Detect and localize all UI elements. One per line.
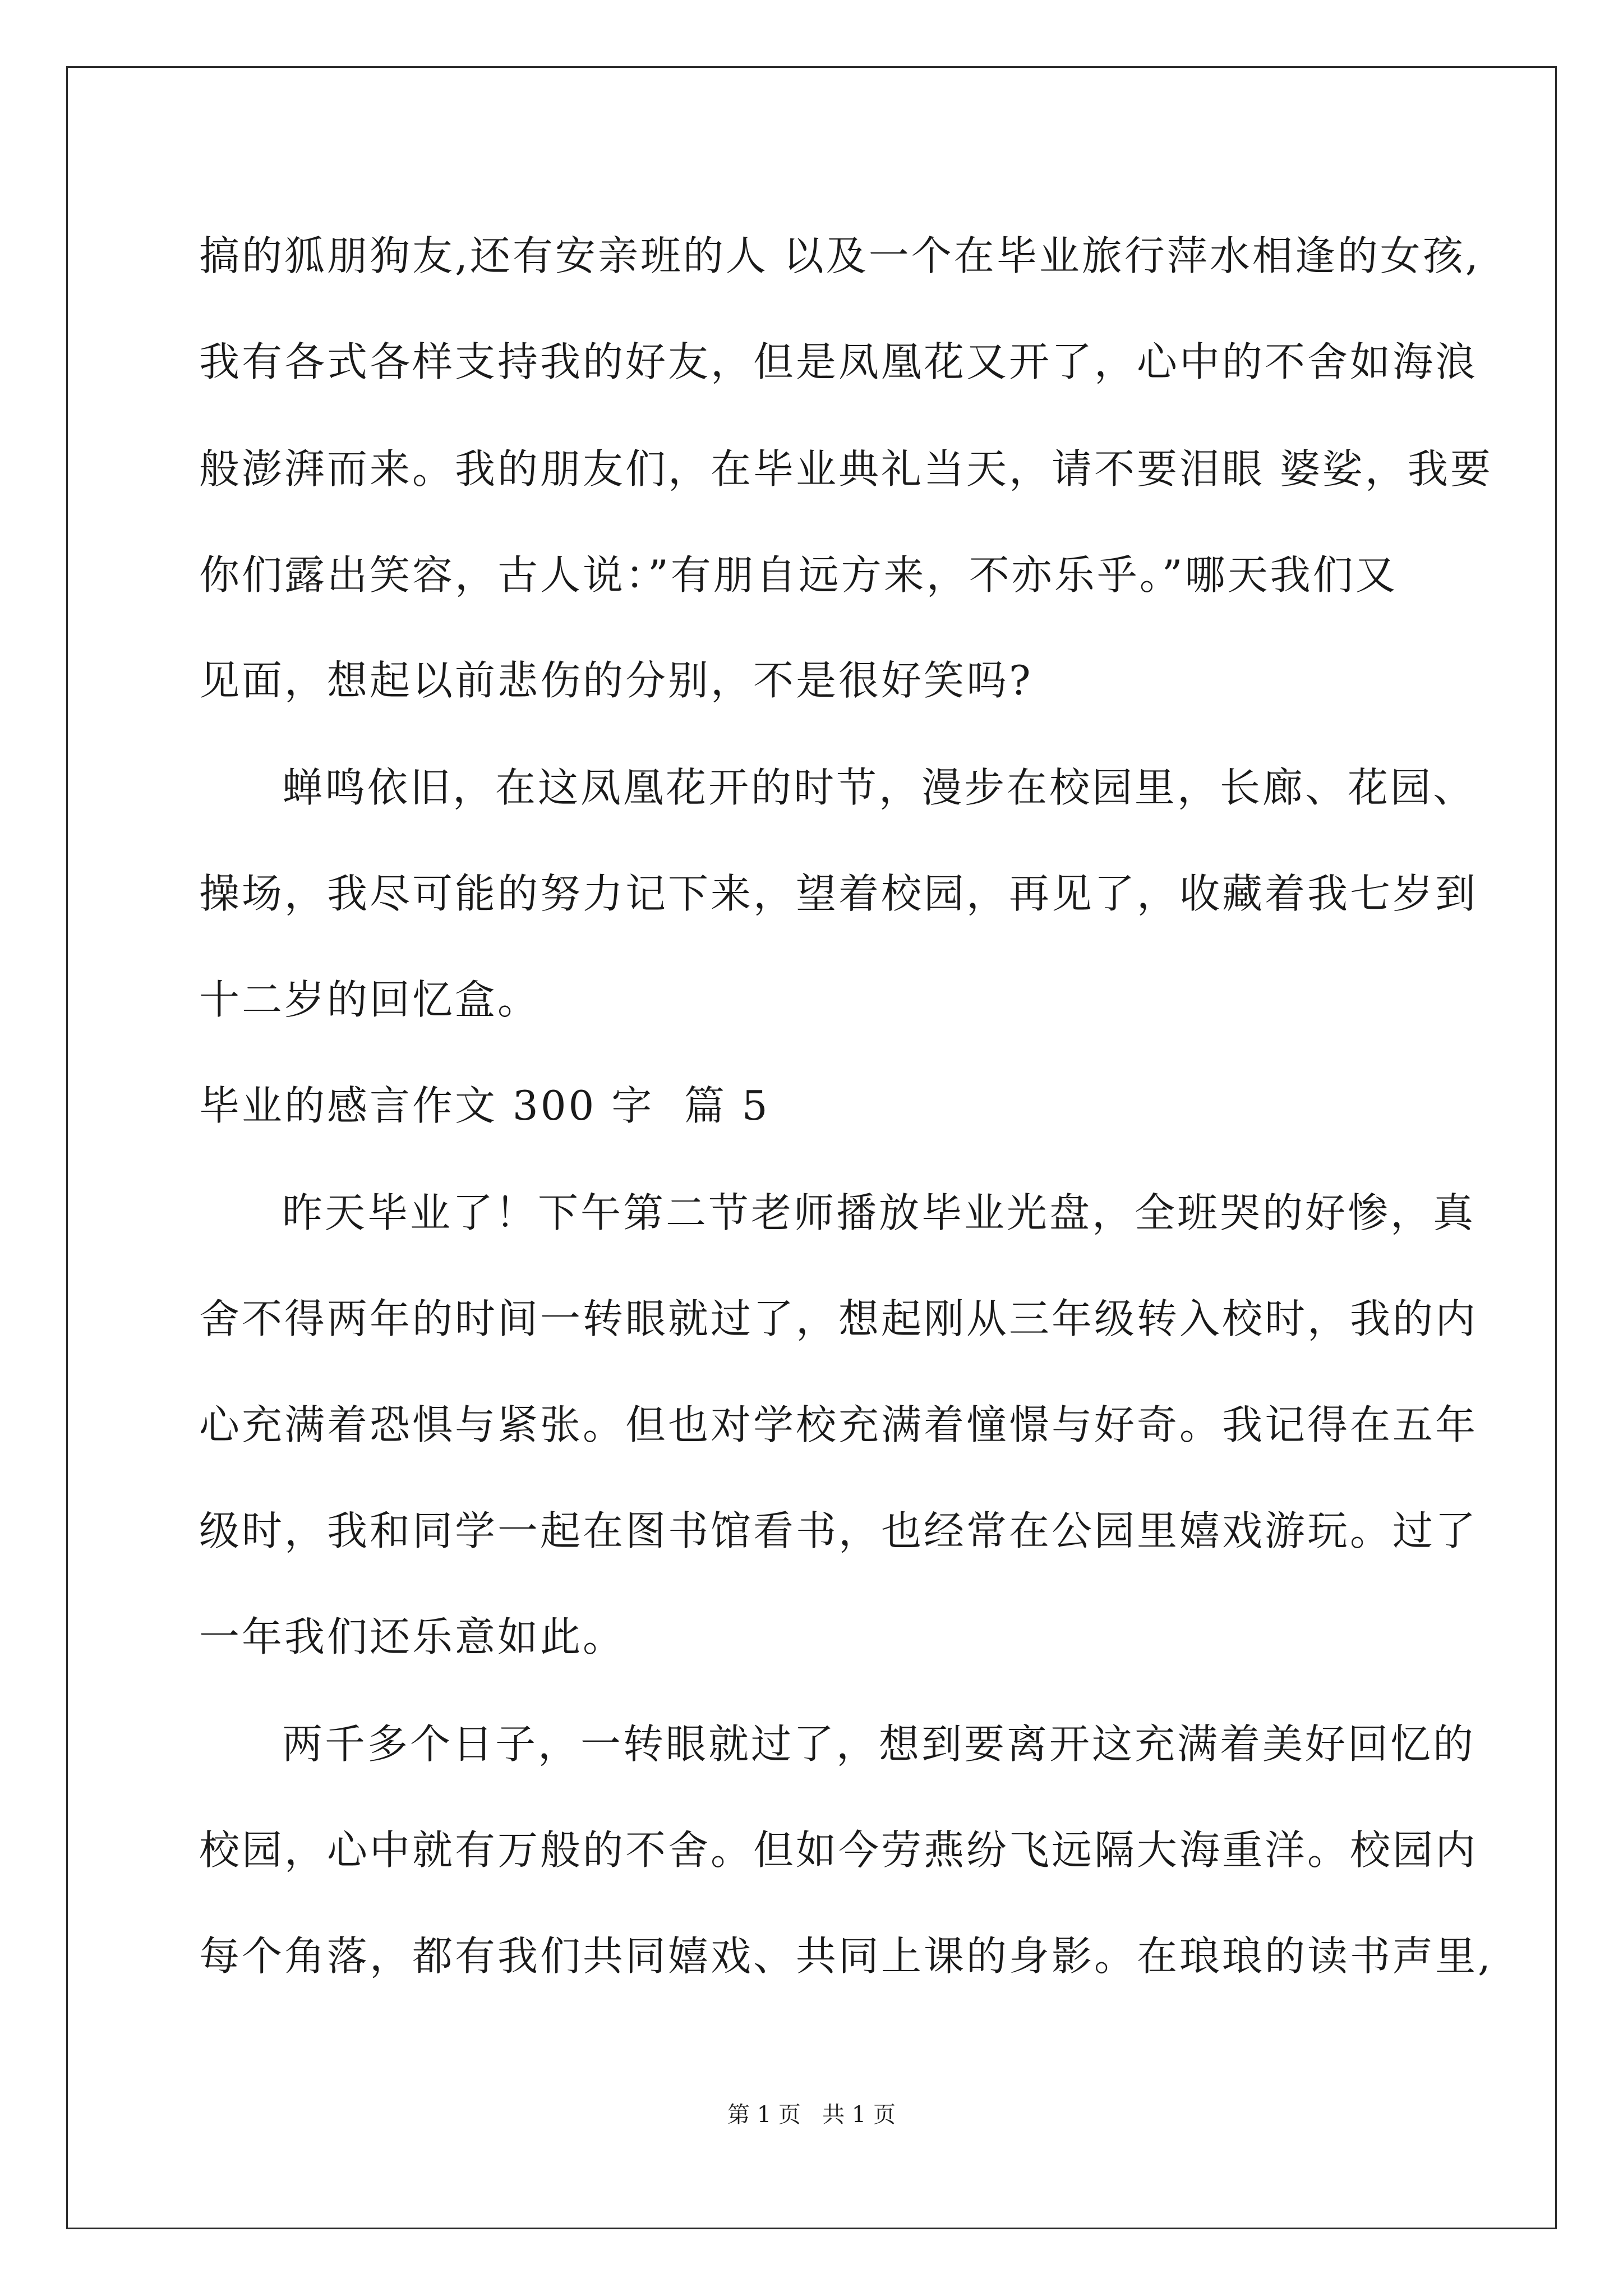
paragraph-start: 昨天毕业了！下午第二节老师播放毕业光盘，全班哭的好惨，真	[282, 1189, 1476, 1236]
text-line: 心充满着恐惧与紧张。但也对学校充满着憧憬与好奇。我记得在五年	[199, 1401, 1478, 1448]
text-line: 每个角落，都有我们共同嬉戏、共同上课的身影。在琅琅的读书声里,	[199, 1932, 1493, 1980]
text-line: 操场，我尽可能的努力记下来，望着校园，再见了，收藏着我七岁到	[199, 870, 1478, 917]
text-line: 搞的狐朋狗友,还有安亲班的人 以及一个在毕业旅行萍水相逢的女孩,	[199, 232, 1481, 279]
page-number-footer: 第 1 页 共 1 页	[727, 2102, 896, 2128]
text-line: 舍不得两年的时间一转眼就过了，想起刚从三年级转入校时，我的内	[199, 1295, 1478, 1342]
paragraph-start: 两千多个日子，一转眼就过了，想到要离开这充满着美好回忆的	[282, 1720, 1476, 1768]
section-heading: 毕业的感言作文 300 字 篇 5	[199, 1082, 770, 1129]
paragraph-start: 蝉鸣依旧，在这凤凰花开的时节，漫步在校园里，长廊、花园、	[282, 764, 1476, 811]
text-line: 校园，心中就有万般的不舍。但如今劳燕纷飞远隔大海重洋。校园内	[199, 1826, 1478, 1874]
page-border	[66, 66, 1557, 2229]
text-line: 你们露出笑容，古人说：”有朋自远方来，不亦乐乎。”哪天我们又	[199, 551, 1398, 599]
text-line: 十二岁的回忆盒。	[199, 976, 541, 1023]
text-line: 我有各式各样支持我的好友，但是凤凰花又开了，心中的不舍如海浪	[199, 338, 1478, 385]
text-line: 般澎湃而来。我的朋友们，在毕业典礼当天，请不要泪眼 婆娑，我要	[199, 445, 1493, 493]
text-line: 见面，想起以前悲伤的分别，不是很好笑吗?	[199, 657, 1033, 704]
text-line: 级时，我和同学一起在图书馆看书，也经常在公园里嬉戏游玩。过了	[199, 1507, 1478, 1554]
text-line: 一年我们还乐意如此。	[199, 1613, 626, 1660]
